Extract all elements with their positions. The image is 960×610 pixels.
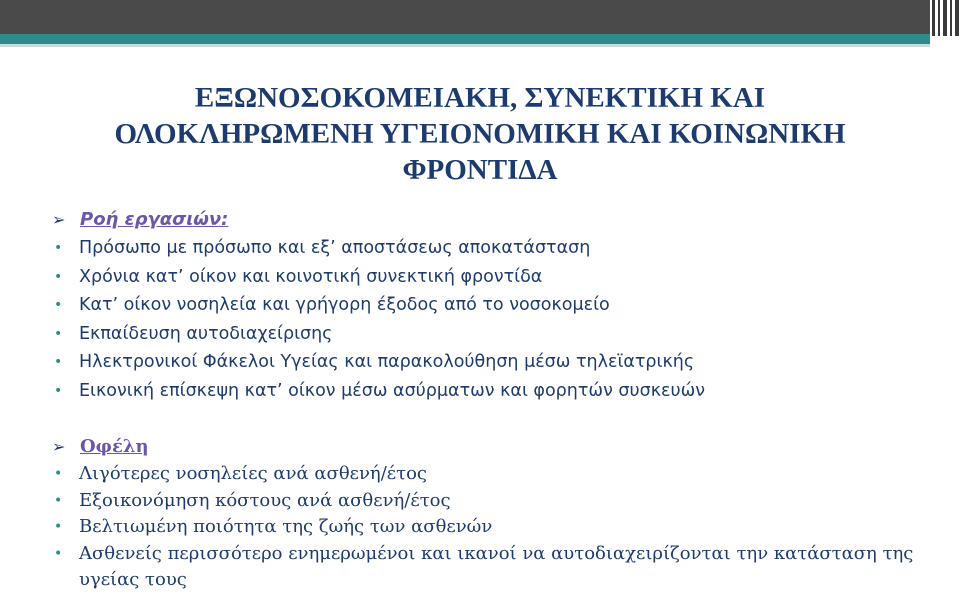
workflow-list (52, 234, 932, 405)
section-benefits-heading (52, 431, 932, 461)
bullet-icon: • (54, 545, 63, 562)
list-item: • Πρόσωπο με πρόσωπο και εξ’ αποστάσεως αποκατάσταση (52, 234, 932, 263)
bullet-icon: • (54, 325, 63, 342)
section-workflow-heading (52, 204, 932, 234)
arrow-bullet-icon: ➢ (52, 436, 66, 456)
header-thin-stripe (0, 44, 930, 47)
bullet-icon: • (54, 519, 63, 535)
list-item: • Ασθενείς περισσότερο ενημερωμένοι και ικανοί να αυτοδιαχειρίζονται την κατάσταση της υγείας τους (54, 542, 914, 590)
slide-title (40, 80, 920, 188)
bullet-icon: • (54, 466, 63, 482)
slide-body (52, 204, 932, 594)
bullet-icon: • (54, 240, 63, 256)
bullet-icon: • (54, 268, 63, 285)
bullet-icon: • (54, 492, 63, 509)
benefits-heading-text: Οφέλη (80, 435, 149, 457)
title-line-3: ΦΡΟΝΤΙΔΑ (402, 154, 558, 186)
list-item: • Κατ’ οίκον νοσηλεία και γρήγορη έξοδος από το νοσοκομείο (52, 291, 932, 320)
bullet-icon: • (54, 354, 63, 370)
header-band (0, 0, 930, 34)
list-item: • Χρόνια κατ’ οίκον και κοινοτική συνεκτική φροντίδα (52, 263, 932, 292)
workflow-heading-text: Ροή εργασιών: (80, 208, 229, 230)
bullet-icon: • (54, 297, 63, 313)
arrow-bullet-icon: ➢ (52, 209, 66, 229)
list-item: • Εικονική επίσκεψη κατ’ οίκον μέσω ασύρματων και φορητών συσκευών (52, 377, 932, 406)
corner-bars-decoration (930, 0, 960, 47)
benefits-list (52, 461, 932, 594)
bullet-icon: • (54, 382, 63, 399)
list-item: • Λιγότερες νοσηλείες ανά ασθενή/έτος (52, 461, 932, 488)
list-item: • Ηλεκτρονικοί Φάκελοι Υγείας και παρακολούθηση μέσω τηλεϊατρικής (52, 348, 932, 377)
list-item: • Εκπαίδευση αυτοδιαχείρισης (52, 320, 932, 349)
list-item: • Βελτιωμένη ποιότητα της ζωής των ασθενών (52, 514, 932, 541)
title-line-1: ΕΞΩΝΟΣΟΚΟΜΕΙΑΚΗ, ΣΥΝΕΚΤΙΚΗ ΚΑΙ (194, 82, 766, 114)
title-line-2: ΟΛΟΚΛΗΡΩΜΕΝΗ ΥΓΕΙΟΝΟΜΙΚΗ ΚΑΙ ΚΟΙΝΩΝΙΚΗ (114, 118, 846, 150)
header-accent-stripe (0, 34, 930, 44)
list-item: • Εξοικονόμηση κόστους ανά ασθενή/έτος (52, 488, 932, 515)
